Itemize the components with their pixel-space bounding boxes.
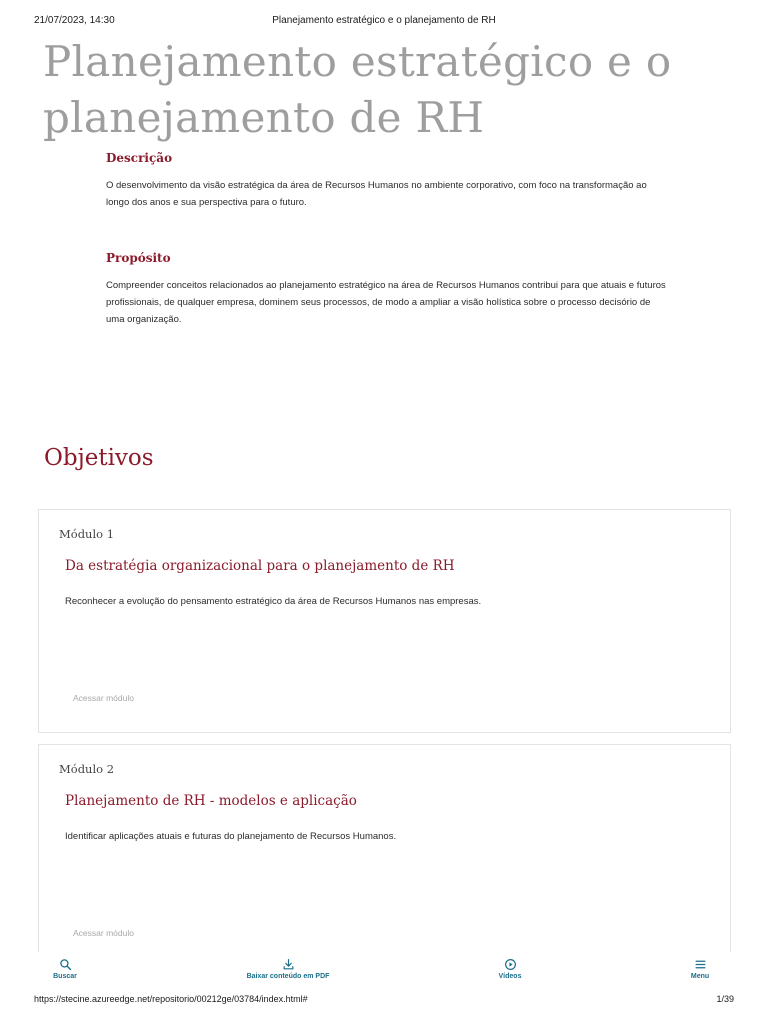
- search-button[interactable]: [5, 958, 125, 980]
- page-title: Planejamento estratégico e o planejamento de RH: [43, 37, 672, 142]
- module-title: Da estratégia organizacional para o planejamento de RH: [65, 558, 455, 574]
- menu-button[interactable]: [640, 958, 760, 980]
- objectives-title: Objetivos: [44, 445, 154, 471]
- module-title: Planejamento de RH - modelos e aplicação: [65, 793, 357, 809]
- menu-label: Menu: [690, 973, 710, 980]
- videos-button[interactable]: [450, 958, 570, 980]
- download-pdf-button[interactable]: [228, 958, 348, 980]
- description-text: O desenvolvimento da visão estratégica da área de Recursos Humanos no ambiente corporativo, com foco na transformação ao longo dos anos e sua perspectiva para o futuro.: [106, 180, 647, 208]
- module-label: Módulo 1: [59, 527, 115, 541]
- bottom-navigation: [0, 952, 768, 988]
- access-module-1-link[interactable]: Acessar módulo: [73, 693, 134, 703]
- module-card-1: [38, 509, 731, 733]
- search-icon: [59, 958, 72, 971]
- print-document-title: Planejamento estratégico e o planejamento de RH: [272, 15, 496, 26]
- download-icon: [282, 958, 295, 971]
- module-description: Reconhecer a evolução do pensamento estratégico da área de Recursos Humanos nas empresas.: [65, 596, 482, 607]
- purpose-text: Compreender conceitos relacionados ao planejamento estratégico na área de Recursos Humanos contribui para que atuais e futuros profissionais, de qualquer empresa, dominem seus processos, de modo a ampliar a visão holística sobre o processo decisório de uma organização.: [106, 280, 666, 325]
- purpose-section: [106, 251, 666, 328]
- description-heading: Descrição: [106, 151, 173, 165]
- module-label: Módulo 2: [59, 762, 115, 776]
- page-number: 1/39: [716, 994, 734, 1004]
- print-header: [34, 15, 734, 31]
- download-pdf-label: Baixar conteúdo em PDF: [246, 973, 330, 980]
- purpose-heading: Propósito: [106, 251, 171, 265]
- description-section: [106, 151, 666, 211]
- hamburger-icon: [694, 958, 707, 971]
- page-url: https://stecine.azureedge.net/repositorio/00212ge/03784/index.html#: [34, 994, 308, 1004]
- videos-label: Vídeos: [498, 973, 522, 980]
- module-description: Identificar aplicações atuais e futuras do planejamento de Recursos Humanos.: [65, 831, 397, 842]
- print-datetime: 21/07/2023, 14:30: [34, 15, 115, 26]
- access-module-2-link[interactable]: Acessar módulo: [73, 928, 134, 938]
- play-circle-icon: [504, 958, 517, 971]
- module-card-2: [38, 744, 731, 974]
- search-label: Buscar: [53, 973, 77, 980]
